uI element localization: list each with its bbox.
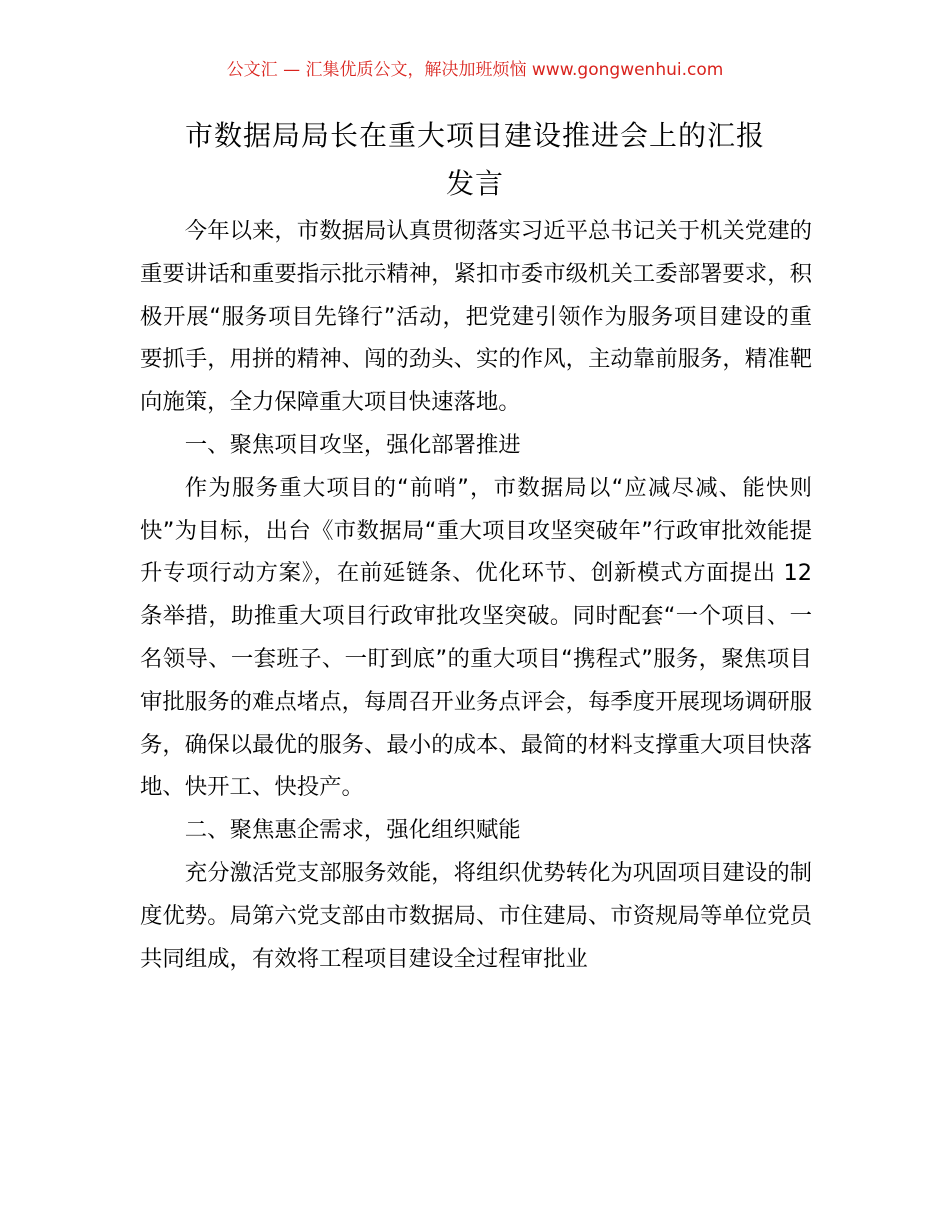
title-line-2: 发言 xyxy=(445,167,504,200)
document-title xyxy=(130,112,820,208)
section-2-paragraph: 充分激活党支部服务效能，将组织优势转化为巩固项目建设的制度优势。局第六党支部由市数据局、市住建局、市资规局等单位党员共同组成，有效将工程项目建设全过程审批业 xyxy=(140,859,812,972)
section-heading-2: 二、聚焦惠企需求，强化组织赋能 xyxy=(184,817,521,844)
section-heading-1: 一、聚焦项目攻坚，强化部署推进 xyxy=(184,431,521,458)
site-header-banner: 公文汇 — 汇集优质公文，解决加班烦恼 www.gongwenhui.com xyxy=(226,60,724,80)
section-1-paragraph: 作为服务重大项目的“前哨”，市数据局以“应减尽减、能快则快”为目标，出台《市数据局“重大项目攻坚突破年”行政审批效能提升专项行动方案》，在前延链条、优化环节、创新模式方面提出 12 条举措，助推重大项目行政审批攻坚突破。同时配套“一个项目、一名领导、一套班子、一盯到底”的重大项目“携程式”服务，聚焦项目审批服务的难点堵点，每周召开业务点评会，每季度开展现场调研服务，确保以最优的服务、最小的成本、最简的材料支撑重大项目快落地、快开工、快投产。 xyxy=(140,474,812,801)
title-line-1: 市数据局局长在重大项目建设推进会上的汇报 xyxy=(184,119,765,152)
intro-paragraph: 今年以来，市数据局认真贯彻落实习近平总书记关于机关党建的重要讲话和重要指示批示精神，紧扣市委市级机关工委部署要求，积极开展“服务项目先锋行”活动，把党建引领作为服务项目建设的重要抓手，用拼的精神、闯的劲头、实的作风，主动靠前服务，精准靶向施策，全力保障重大项目快速落地。 xyxy=(140,218,812,416)
document-body xyxy=(140,210,812,980)
